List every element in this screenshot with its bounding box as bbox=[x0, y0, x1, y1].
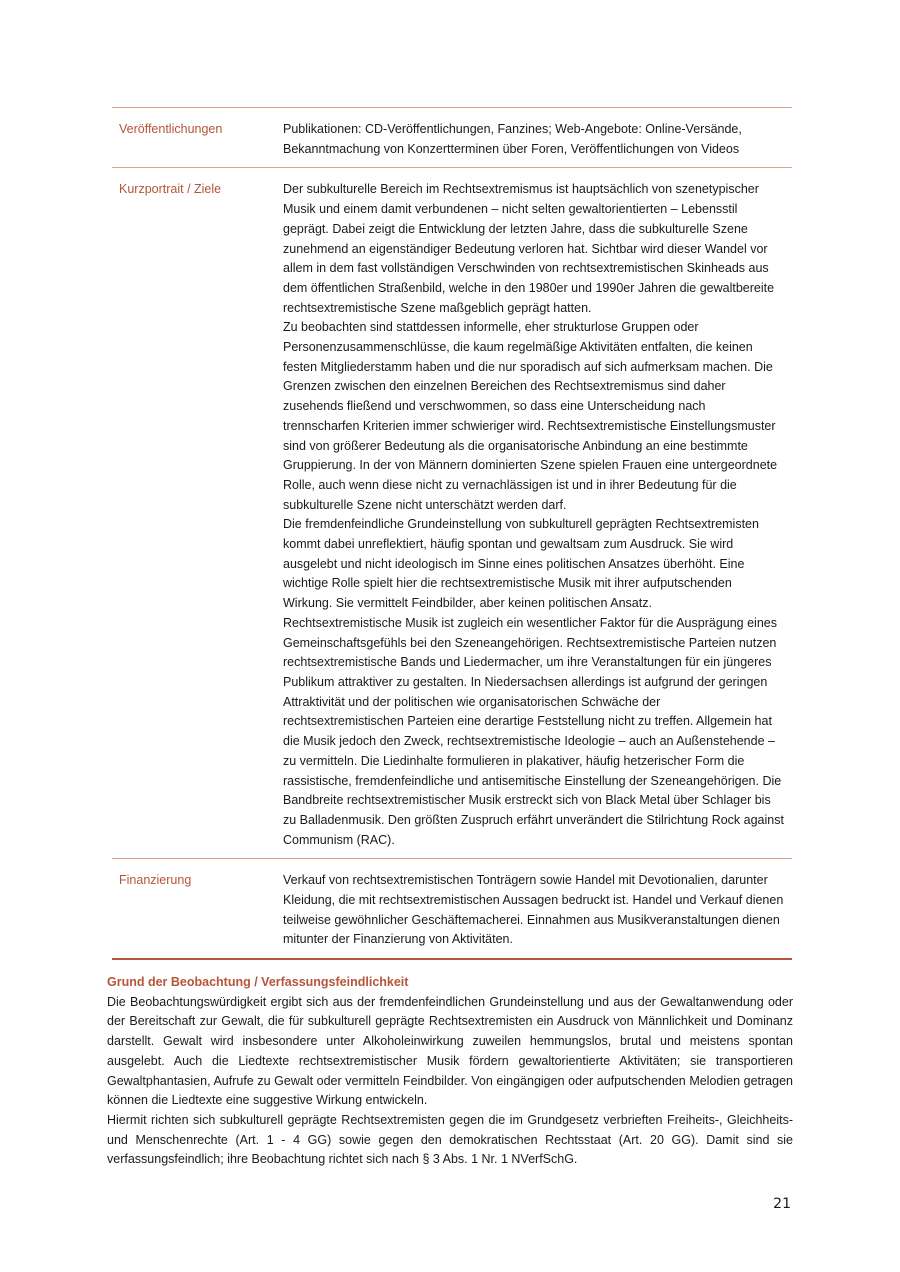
row-content bbox=[277, 108, 792, 167]
paragraph: Publikationen: CD-Veröffentlichungen, Fanzines; Web-Angebote: Online-Versände, Bekanntmachung von Konzertterminen über Foren, Veröffentlichungen von Videos bbox=[283, 122, 742, 156]
paragraph: Die fremdenfeindliche Grundeinstellung von subkulturell geprägten Rechtsextremisten kommt dabei unreflektiert, häufig spontan und gewaltsam zum Ausdruck. Sie wird ausgelebt und nicht ideologisch im Sinne eines politischen Ansatzes überhöht. Eine wichtige Rolle spielt hier die rechtsextremistische Musik mit ihrer aufputschenden Wirkung. Sie vermittelt Feindbilder, aber keinen politischen Ansatz. bbox=[283, 517, 759, 611]
table-row-portrait bbox=[112, 168, 792, 859]
row-content bbox=[277, 168, 792, 858]
table-row-publications bbox=[112, 108, 792, 168]
info-table bbox=[112, 107, 792, 960]
paragraph: Zu beobachten sind stattdessen informelle, eher strukturlose Gruppen oder Personenzusammenschlüsse, die kaum regelmäßige Aktivitäten entfalten, die keinen festen Mitgliederstamm haben und die nur sporadisch auf sich aufmerksam machen. Die Grenzen zwischen den einzelnen Bereichen des Rechtsextremismus sind daher zusehends fließend und verschwommen, so dass eine Unterscheidung nach trennscharfen Kriterien immer schwieriger wird. Rechtsextremistische Einstellungsmuster sind von größerer Bedeutung als die organisatorische Anbindung an eine bestimmte Gruppierung. In der von Männern dominierten Szene spielen Frauen eine untergeordnete Rolle, auch wenn diese nicht zu vernachlässigen ist und in ihrer Bedeutung für die subkulturelle Szene nicht unterschätzt werden darf. bbox=[283, 320, 778, 512]
paragraph: Der subkulturelle Bereich im Rechtsextremismus ist hauptsächlich von szenetypischer Musik und einem damit verbundenen – nicht selten gewaltorientierten – Lebensstil geprägt. Dabei zeigt die Entwicklung der letzten Jahre, dass die subkulturelle Szene zunehmend an eigenständiger Bedeutung verloren hat. Sichtbar wird dieser Wandel vor allem in dem fast vollständigen Verschwinden von rechtsextremistischen Skinheads aus dem öffentlichen Straßenbild, welche in den 1980er und 1990er Jahren die gewaltbereite rechtsextremistische Szene maßgeblich geprägt hatten. bbox=[283, 182, 775, 315]
row-label: Veröffentlichungen bbox=[119, 122, 223, 136]
row-label: Kurzportrait / Ziele bbox=[119, 182, 222, 197]
row-content bbox=[277, 859, 792, 958]
section-title: Grund der Beobachtung / Verfassungsfeindlichkeit bbox=[107, 975, 409, 989]
paragraph: Die Beobachtungswürdigkeit ergibt sich aus der fremdenfeindlichen Grundeinstellung und aus der Gewaltanwendung oder der Bereitschaft zur Gewalt, die für subkulturell geprägte Rechtsextremisten ein Ausdruck von Männlichkeit und Dominanz darstellt. Gewalt wird insbesondere unter Alkoholeinwirkung zuweilen hemmungslos, brutal und meistens spontan ausgelebt. Auch die Liedtexte rechtsextremistischer Musik fördern gewaltorientierte Aktivitäten; sie transportieren Gewaltphantasien, Aufrufe zu Gewalt oder vermitteln Feindbilder. Von eingängigen oder aufputschenden Melodien getragen können die Liedtexte eine suggestive Wirkung entwickeln. bbox=[107, 994, 793, 1108]
page-number: 21 bbox=[773, 1196, 791, 1212]
paragraph: Verkauf von rechtsextremistischen Tonträgern sowie Handel mit Devotionalien, darunter Kleidung, die mit rechtsextremistischen Aussagen bedruckt ist. Handel und Verkauf dienen teilweise gewöhnlicher Geschäftemacherei. Einnahmen aus Musikveranstaltungen dienen mitunter der Finanzierung von Aktivitäten. bbox=[283, 873, 784, 947]
table-row-financing bbox=[112, 859, 792, 960]
row-label: Finanzierung bbox=[119, 873, 192, 888]
observation-section bbox=[107, 973, 793, 1170]
paragraph: Rechtsextremistische Musik ist zugleich ein wesentlicher Faktor für die Ausprägung eines Gemeinschaftsgefühls bei den Szeneangehörigen. Rechtsextremistische Parteien nutzen rechtsextremistische Bands und Liedermacher, um ihre Veranstaltungen für ein jüngeres Publikum attraktiver zu gestalten. In Niedersachsen allerdings ist aufgrund der geringen Attraktivität und der politischen wie organisatorischen Schwäche der rechtsextremistischen Parteien eine derartige Feststellung nicht zu treffen. Allgemein hat die Musik jedoch den Zweck, rechtsextremistische Ideologie – auch an Außenstehende – zu vermitteln. Die Liedinhalte formulieren in plakativer, häufig hetzerischer Form die rassistische, fremdenfeindliche und antisemitische Einstellung der Szeneangehörigen. Die Bandbreite rechtsextremistischer Musik erstreckt sich von Black Metal über Schlager bis zu Balladenmusik. Den größten Zuspruch erfährt unverändert die Stilrichtung Rock against Communism (RAC). bbox=[283, 615, 784, 847]
paragraph: Hiermit richten sich subkulturell geprägte Rechtsextremisten gegen die im Grundgesetz verbrieften Freiheits-, Gleichheits- und Menschenrechte (Art. 1 - 4 GG) sowie gegen den demokratischen Rechtsstaat (Art. 20 GG). Damit sind sie verfassungsfeindlich; ihre Beobachtung richtet sich nach § 3 Abs. 1 Nr. 1 NVerfSchG. bbox=[107, 1112, 793, 1167]
